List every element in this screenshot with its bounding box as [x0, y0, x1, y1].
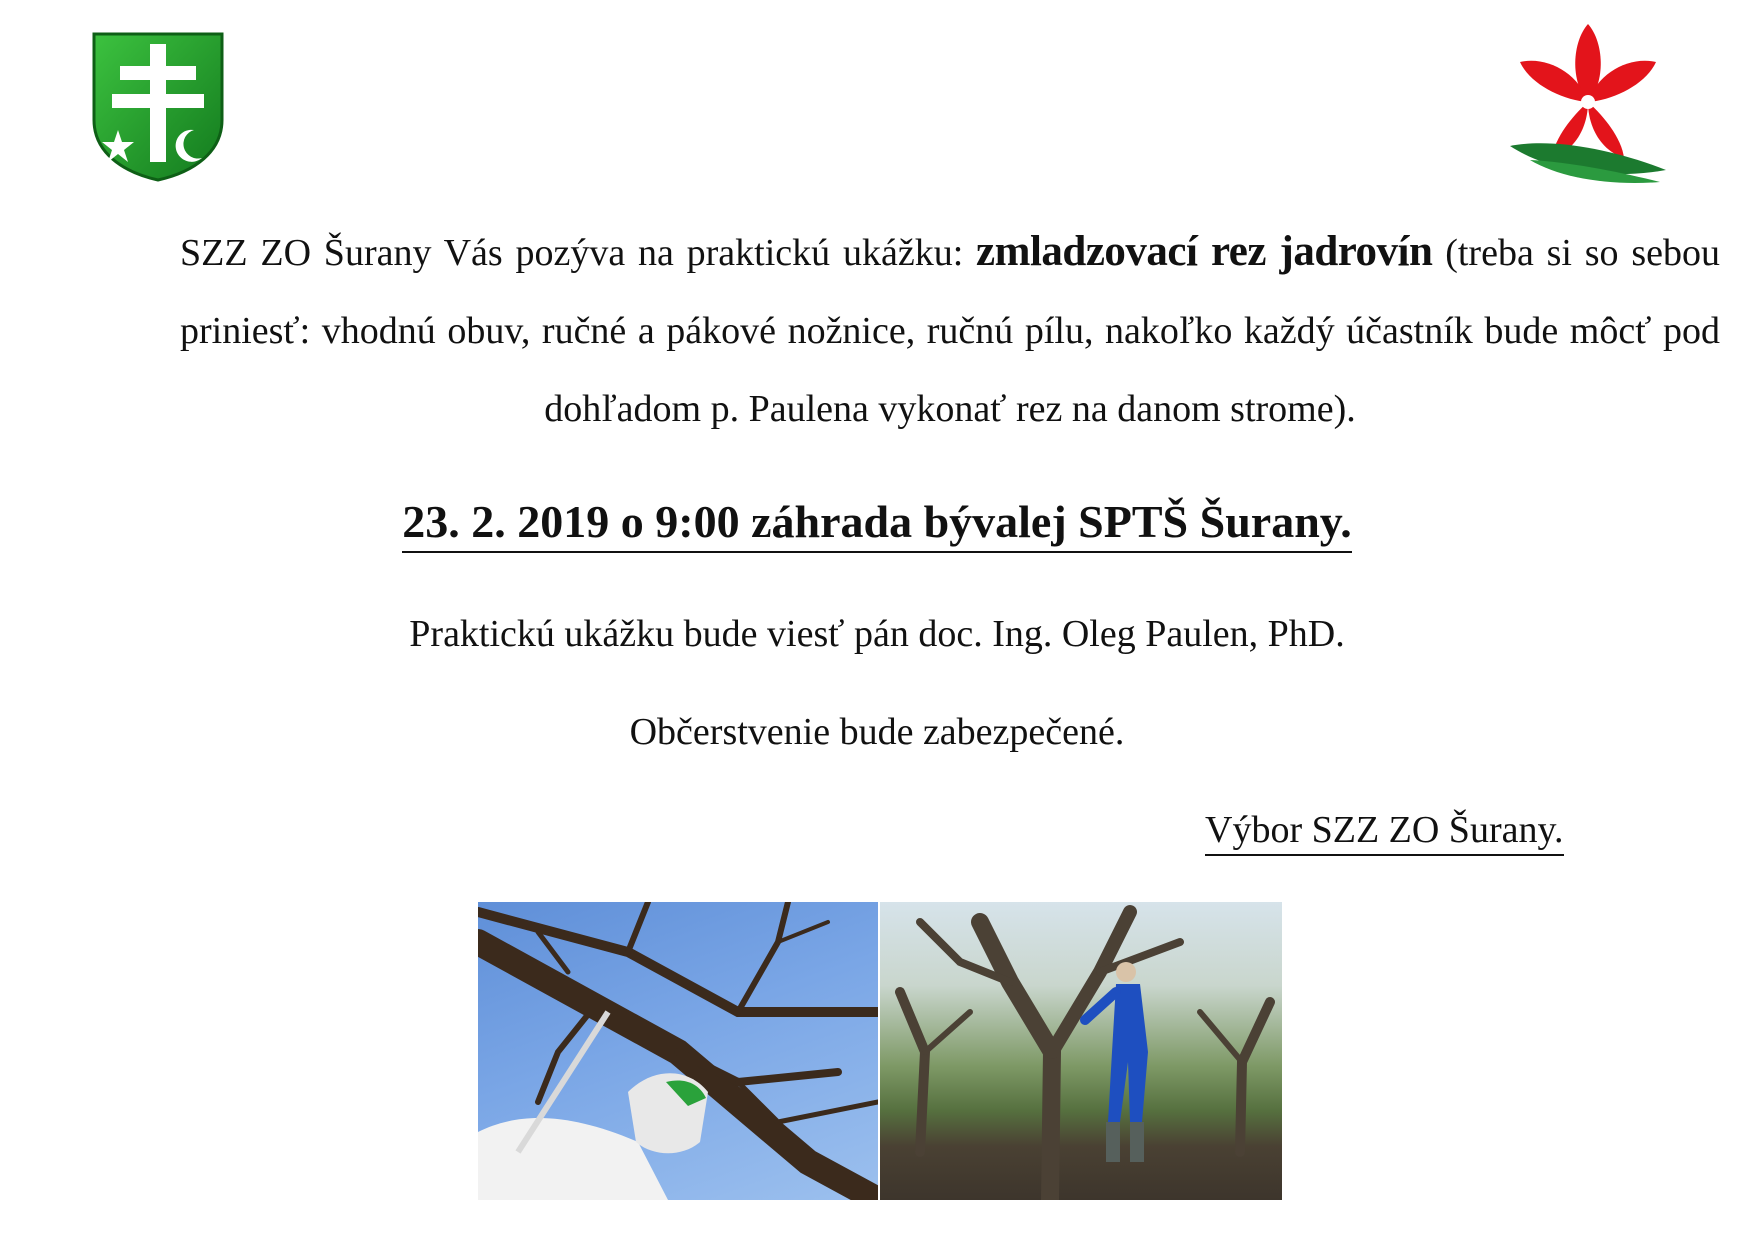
invitation-intro: SZZ ZO Šurany Vás pozýva na praktickú ukážku:: [180, 232, 977, 274]
signature: [1205, 808, 1564, 852]
flower-logo-icon: [1500, 22, 1675, 187]
event-date-place-text: 23. 2. 2019 o 9:00 záhrada bývalej SPTŠ Šurany.: [402, 496, 1352, 553]
town-crest-icon: [90, 30, 226, 182]
signature-text: Výbor SZZ ZO Šurany.: [1205, 809, 1564, 856]
pruning-photo-orchard: [880, 902, 1282, 1200]
invitation-topic: zmladzovací rez jadrovín: [976, 228, 1433, 275]
invitation-details: (treba si so sebou priniesť: vhodnú obuv, ručné a pákové nožnice, ručnú pílu, nakoľko každý účastník bude môcť pod dohľadom p. Paulena vykonať rez na danom strome).: [180, 232, 1720, 430]
refreshments-note: Občerstvenie bude zabezpečené.: [629, 711, 1125, 753]
pruning-photo-orchard-drawing: [880, 902, 1282, 1200]
invitation-paragraph: [180, 213, 1720, 448]
lead-presenter: Praktickú ukážku bude viesť pán doc. Ing. Oleg Paulen, PhD.: [409, 613, 1345, 655]
pruning-photo-saw: [478, 902, 878, 1200]
event-date-place: [0, 495, 1754, 548]
pruning-photo-saw-drawing: [478, 902, 878, 1200]
